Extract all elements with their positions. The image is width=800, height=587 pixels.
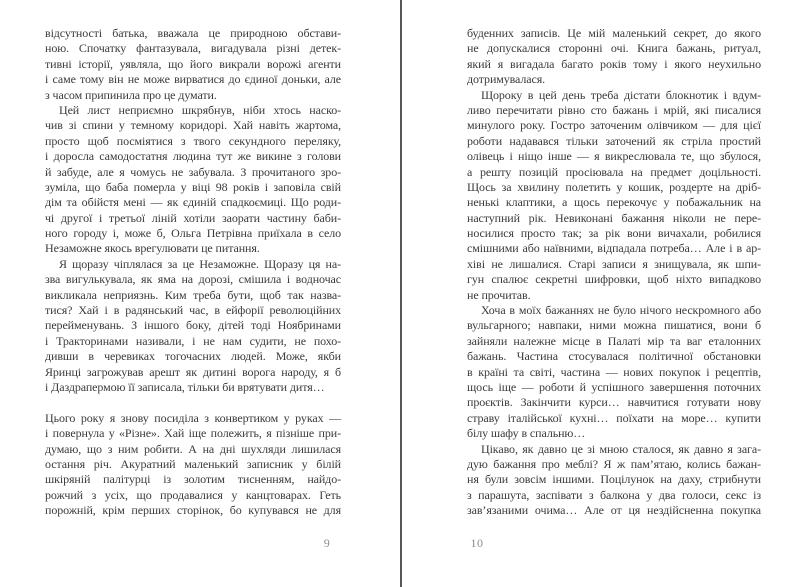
paragraph-spacer <box>45 395 341 410</box>
text-line: й забуде, але я чомусь не забувала. З прочитаного зро- <box>45 164 341 179</box>
page-number-right: 10 <box>470 536 484 550</box>
text-line: наступний рік. Невиконані бажання ніколи не пере- <box>467 210 761 225</box>
text-line: ного городу і, може б, Ольга Петрівна приїхала в село <box>45 226 341 241</box>
text-line: і доросла самодостатня людина тут же викине з голови <box>45 149 341 164</box>
text-line: зуміла, що баба померла у віці 98 років і заповіла свій <box>45 179 341 194</box>
text-line: ня були зовсім іншими. Поцілунок на даху, стрибнути <box>467 472 761 487</box>
text-line: Щось за хвилину полетить у кошик, роздерте на дріб- <box>467 179 761 194</box>
text-line: не допускалися сторонні очі. Книга бажань, ритуал, <box>467 41 761 56</box>
text-line: не прочитав. <box>467 287 531 302</box>
text-line: рожчий з усіх, що продавалися у канцтоварах. Геть <box>45 487 341 502</box>
text-line: тися? Хай і в радянський час, в ейфорії революційних <box>45 303 341 318</box>
text-line: Цікаво, як давно це зі мною сталося, як давно я зага- <box>481 441 761 456</box>
text-line: страву італійської кухні… поїхати на море… купити <box>467 410 761 425</box>
page-text-right <box>467 26 761 519</box>
text-line: шкіряній палітурці із золотим тисненням, найдо- <box>45 472 341 487</box>
text-line: ливо перечитати рівно сто бажань і мрій, які писалися <box>467 102 761 117</box>
text-line: викликала неприязнь. Ким треба бути, щоб так назва- <box>45 287 341 302</box>
text-line: думаю, що з ним робити. А на дні шухляди лишилася <box>45 441 341 456</box>
text-line: дую бажання про меблі? Я ж пам’ятаю, колись бажан- <box>467 456 761 471</box>
text-line: смішними або наївними, відпадала потреба… Але і в ар- <box>467 241 761 256</box>
text-line: дотримувалася. <box>467 72 546 87</box>
text-line: тивні історії, уявляла, що його викрали ворожі агенти <box>45 56 341 71</box>
text-line: Цей лист неприємно шкрябнув, ніби хтось наско- <box>59 102 341 117</box>
text-line: олівець і ніщо інше — я викреслювала те, що збулося, <box>467 149 761 164</box>
text-line: чі другої і третьої ліній хотіли заорати частину баби- <box>45 210 341 225</box>
text-line: з часом припинила про це думати. <box>45 87 217 102</box>
text-line: перейменувань. З іншого боку, дітей тоді Ноябринами <box>45 318 341 333</box>
text-line: ненькі клаптики, а щось перекочує у побажальник на <box>467 195 761 210</box>
text-line: і саме тому він не може вирватися до єдиної доньки, але <box>45 72 341 87</box>
text-line: буденних записів. Це мій маленький секрет, до якого <box>467 26 761 40</box>
text-line: зва вигулькувала, як яма на дорозі, смішила і водночас <box>45 272 341 287</box>
text-line: білу шафу в спальню… <box>467 426 586 441</box>
text-line: минулого року. Гостро заточеним олівчиком — для цієї <box>467 118 761 133</box>
text-line: хіві не лишалися. Старі записи я знищувала, як шпи- <box>467 256 761 271</box>
text-line: і повернула у «Різне». Хай іще полежить, я пізніше при- <box>45 426 341 441</box>
text-line: гун спалює секретні шифровки, щоб ніхто випадково <box>467 272 761 287</box>
text-line: порожній, крім перших сторінок, бо купувався не для <box>45 503 341 518</box>
text-line: остання річ. Акуратний маленький записник у білій <box>45 456 341 471</box>
text-line: просто щоб посміятися з твого секундного переляку, <box>45 133 341 148</box>
text-line: і Даздрапермою її записала, тільки би врятувати дитя… <box>45 379 325 394</box>
text-line: бажань. Частина стосувалася політичної обстановки <box>467 349 761 364</box>
text-line: і Тракторинами називали, і не нам судити, не похо- <box>45 333 341 348</box>
text-line: щось іще — роботи й успішного завершення поточних <box>467 379 761 394</box>
text-line: в країні та світі, частина — нових покупок і рецептів, <box>467 364 761 379</box>
page-number-left: 9 <box>323 536 331 550</box>
text-line: зайняли належне місце в Палаті мір та ваг еталонних <box>467 333 761 348</box>
text-line: Хоча в моїх бажаннях не було нічого нескромного або <box>481 303 761 318</box>
text-line: Незаможне якось врегулювати це питання. <box>45 241 260 256</box>
text-line: який я вигадала багато років тому і якого неухильно <box>467 56 761 71</box>
text-line: вульгарного; навпаки, ними можна пишатися, вони б <box>467 318 761 333</box>
text-line: з парашута, заспівати з балкона у два голоси, секс із <box>467 487 761 502</box>
text-line: носилися просто так; за рік вони вичахали, робилися <box>467 226 761 241</box>
text-line: зав’язаними очима… Але от ця нездійсненна покупка <box>467 503 761 518</box>
text-line: відсутності батька, вважала це природною обстави- <box>45 26 341 40</box>
page-text-left <box>45 26 341 519</box>
text-line: Я щоразу чіплялася за це Незаможне. Щоразу ця на- <box>59 256 341 271</box>
text-line: проєктів. Закінчити курси… навчитися готувати нову <box>467 395 761 410</box>
page-right[interactable] <box>402 0 800 587</box>
text-line: Цього року я знову посиділа з конвертиком у руках — <box>45 410 341 425</box>
text-line: а решту позицій просіювала на предмет доцільності. <box>467 164 761 179</box>
text-line: дивши в черевиках тогочасних людей. Може, якби <box>45 349 341 364</box>
text-line: Щороку в цей день треба дістати блокнотик і вдум- <box>481 87 761 102</box>
text-line: чив зі спини у темному коридорі. Хай навіть жартома, <box>45 118 341 133</box>
text-line: роботи надавався тільки заточений як стріла простий <box>467 133 761 148</box>
text-line: Яринці загрожував арешт як дитині ворога народу, я б <box>45 364 341 379</box>
text-line: ною. Спочатку фантазувала, вигадувала різні детек- <box>45 41 341 56</box>
text-line: дім та обійстя мені — як єдиній спадкоємиці. Що роди- <box>45 195 341 210</box>
